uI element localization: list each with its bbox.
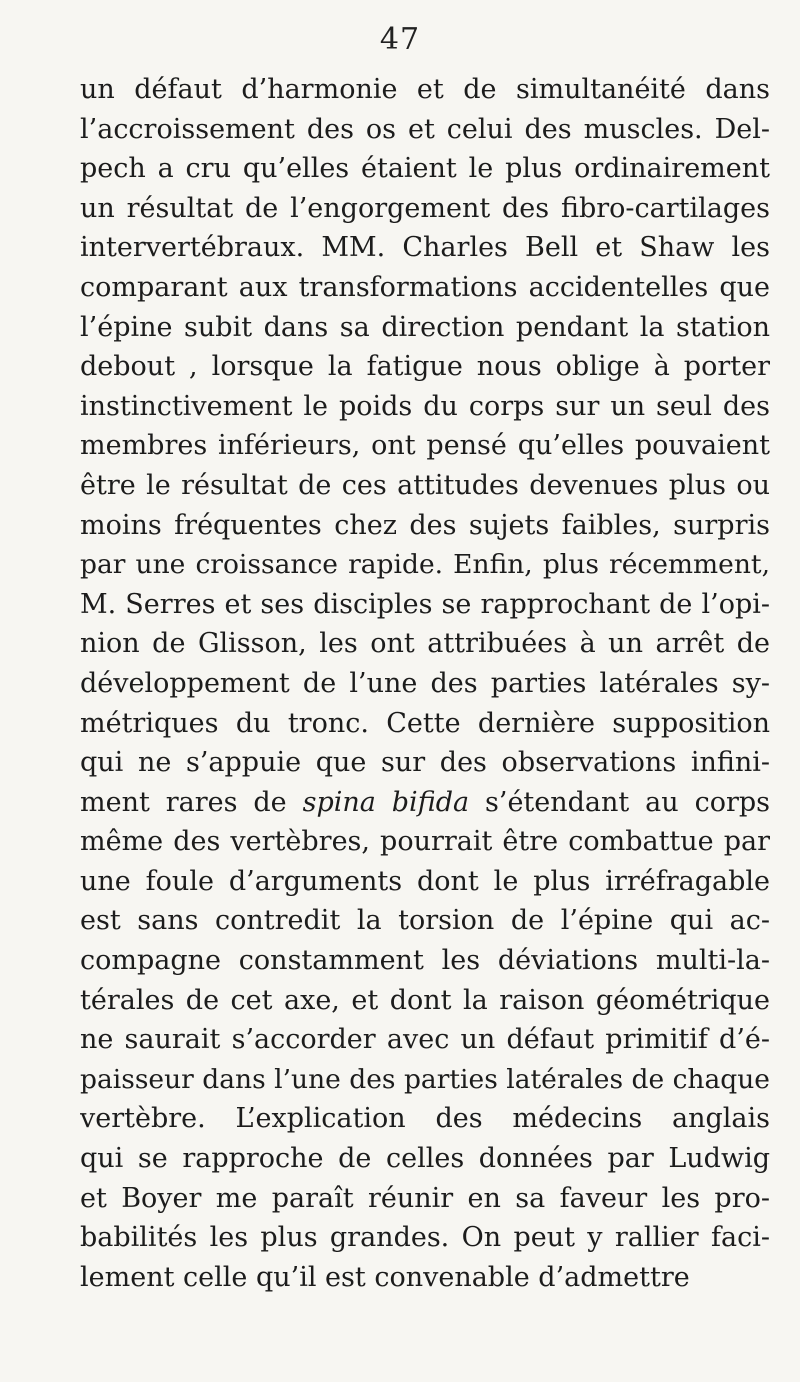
text-line bbox=[80, 110, 770, 150]
text-segment: nion de Glisson, les ont attribuées à un arrêt de bbox=[80, 628, 770, 660]
text-line bbox=[80, 822, 770, 862]
text-segment: un résultat de l’engorgement des fibro-cartilages bbox=[80, 192, 770, 224]
text-line bbox=[80, 624, 770, 664]
text-line bbox=[80, 1099, 770, 1139]
text-line bbox=[80, 1060, 770, 1100]
text-line bbox=[80, 1258, 770, 1298]
text-line bbox=[80, 545, 770, 585]
text-line bbox=[80, 426, 770, 466]
text-segment: un défaut d’harmonie et de simultanéité dans bbox=[80, 74, 770, 105]
text-segment: térales de cet axe, et dont la raison géométrique bbox=[80, 984, 770, 1016]
text-segment: développement de l’une des parties latérales sy- bbox=[80, 667, 770, 699]
text-line bbox=[80, 862, 770, 902]
text-segment: qui se rapproche de celles données par Ludwig bbox=[80, 1143, 770, 1175]
text-line bbox=[80, 228, 770, 268]
text-segment: l’épine subit dans sa direction pendant la station bbox=[80, 311, 770, 343]
text-line bbox=[80, 743, 770, 783]
text-line bbox=[80, 347, 770, 387]
text-segment: moins fréquentes chez des sujets faibles, surpris bbox=[80, 509, 770, 541]
text-segment: debout , lorsque la fatigue nous oblige à porter bbox=[80, 351, 770, 383]
text-line bbox=[80, 70, 770, 110]
text-segment: et Boyer me paraît réunir en sa faveur les pro- bbox=[80, 1182, 770, 1214]
text-line bbox=[80, 1218, 770, 1258]
text-segment: qui ne s’appuie que sur des observations infini- bbox=[80, 747, 770, 779]
text-segment: une foule d’arguments dont le plus irréfragable bbox=[80, 865, 770, 897]
text-segment: lement celle qu’il est convenable d’admettre bbox=[80, 1261, 690, 1293]
text-line bbox=[80, 664, 770, 704]
page-number: 47 bbox=[379, 22, 421, 57]
text-segment: pech a cru qu’elles étaient le plus ordinairement bbox=[80, 153, 770, 185]
text-segment: membres inférieurs, ont pensé qu’elles pouvaient bbox=[80, 430, 770, 462]
text-segment: métriques du tronc. Cette dernière supposition bbox=[80, 707, 770, 739]
text-line bbox=[80, 387, 770, 427]
text-segment: instinctivement le poids du corps sur un seul des bbox=[80, 390, 770, 422]
text-line bbox=[80, 783, 770, 823]
text-segment: par une croissance rapide. Enfin, plus récemment, bbox=[80, 549, 770, 581]
text-segment: intervertébraux. MM. Charles Bell et Shaw les bbox=[80, 232, 770, 264]
text-segment: ne saurait s’accorder avec un défaut primitif d’é- bbox=[80, 1024, 770, 1056]
text-segment: M. Serres et ses disciples se rapprochant de l’opi- bbox=[80, 588, 770, 620]
text-line bbox=[80, 1179, 770, 1219]
body-text bbox=[80, 70, 770, 1297]
text-line bbox=[80, 189, 770, 229]
text-segment: paisseur dans l’une des parties latérales de chaque bbox=[80, 1063, 770, 1095]
text-segment: être le résultat de ces attitudes devenues plus ou bbox=[80, 469, 770, 501]
text-segment: s’étendant au corps bbox=[469, 786, 770, 818]
text-segment: compagne constamment les déviations multi-la- bbox=[80, 945, 770, 977]
text-segment: ment rares de bbox=[80, 786, 303, 818]
text-line bbox=[80, 268, 770, 308]
text-line bbox=[80, 506, 770, 546]
text-segment: même des vertèbres, pourrait être combattue par bbox=[80, 826, 770, 858]
text-line bbox=[80, 1139, 770, 1179]
text-line bbox=[80, 466, 770, 506]
text-segment: babilités les plus grandes. On peut y rallier faci- bbox=[80, 1222, 770, 1254]
text-line bbox=[80, 1020, 770, 1060]
text-line bbox=[80, 941, 770, 981]
italic-text-segment: spina bifida bbox=[302, 786, 470, 818]
text-segment: est sans contredit la torsion de l’épine qui ac- bbox=[80, 905, 770, 937]
text-line bbox=[80, 585, 770, 625]
text-line bbox=[80, 981, 770, 1021]
text-line bbox=[80, 704, 770, 744]
text-segment: vertèbre. L’explication des médecins anglais bbox=[80, 1103, 770, 1135]
text-line bbox=[80, 308, 770, 348]
text-segment: comparant aux transformations accidentelles que bbox=[80, 271, 770, 303]
text-segment: l’accroissement des os et celui des muscles. Del- bbox=[80, 113, 770, 145]
text-line bbox=[80, 149, 770, 189]
text-line bbox=[80, 901, 770, 941]
